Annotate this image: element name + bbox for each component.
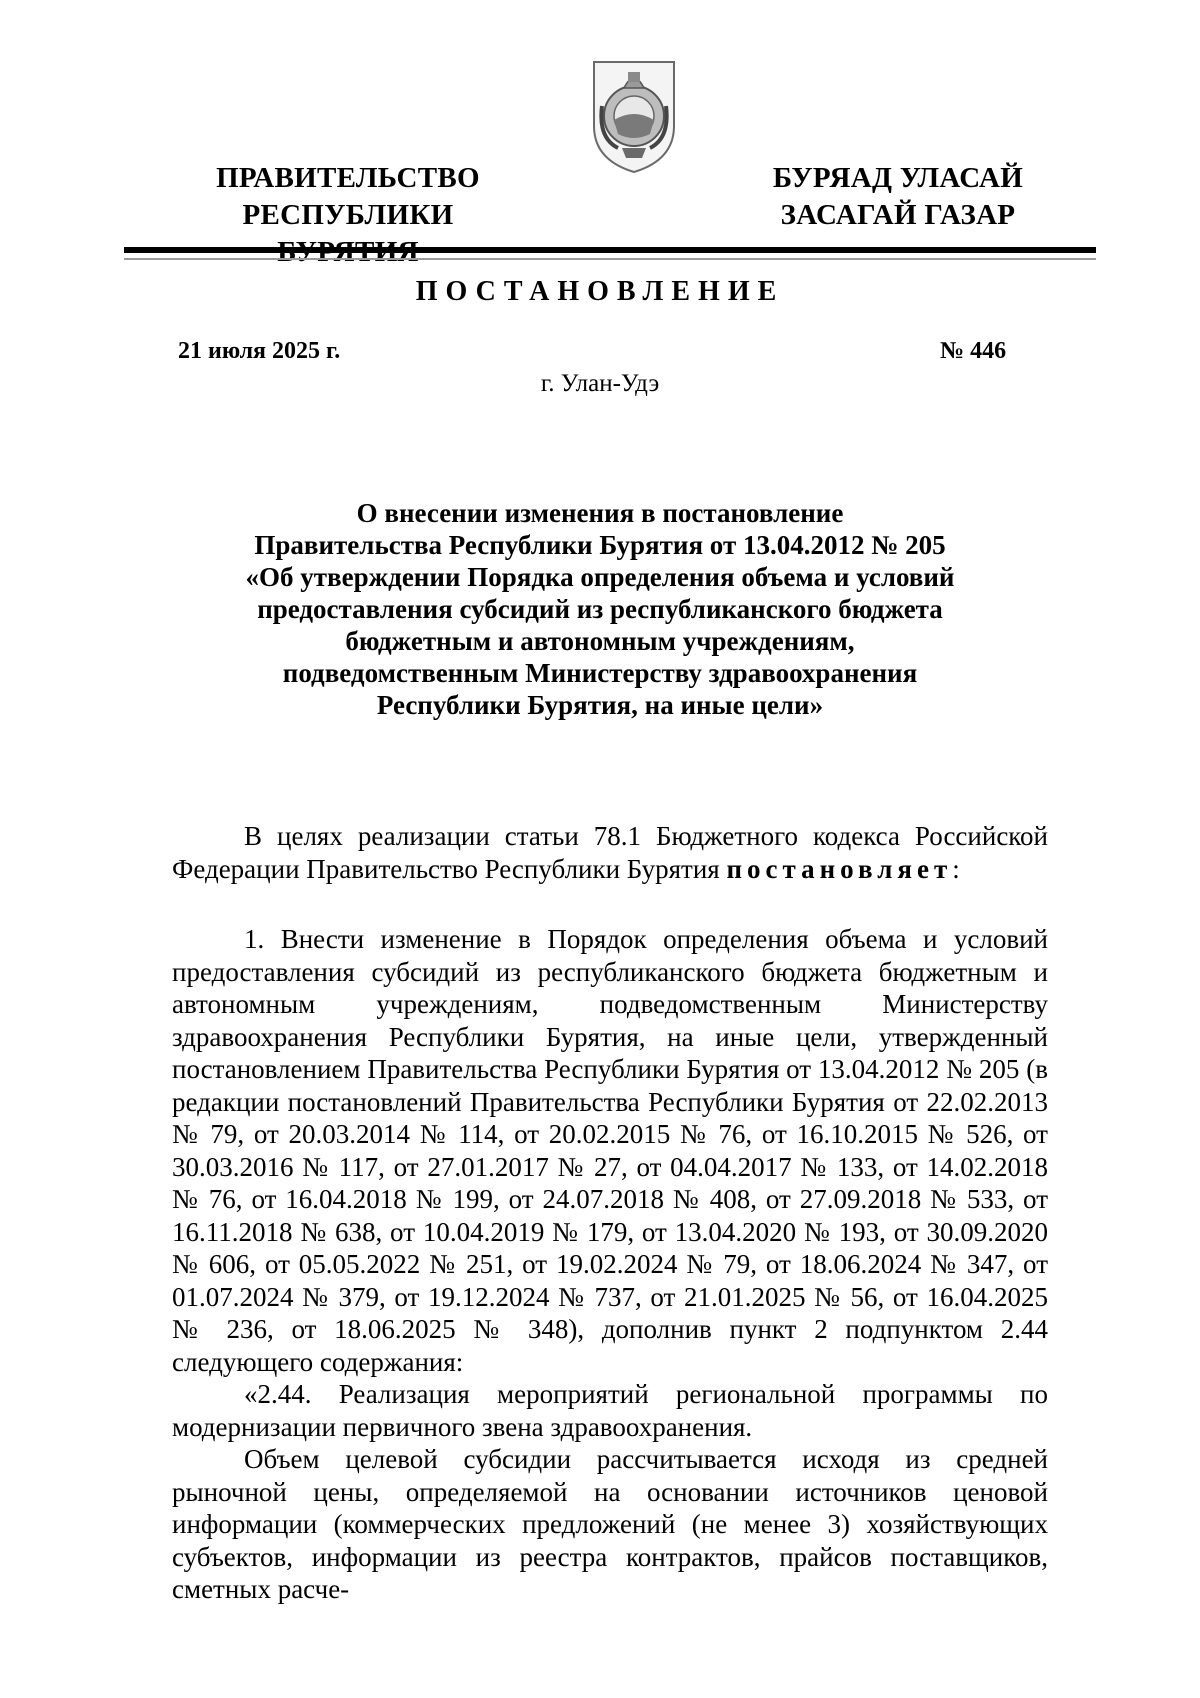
subject-line: бюджетным и автономным учреждениям, [345,626,855,656]
government-name-buryat [748,160,1048,234]
header-right-line1: БУРЯАД УЛАСАЙ [772,162,1024,194]
document-type: ПОСТАНОВЛЕНИЕ [415,276,785,307]
document-date: 21 июля 2025 г. [178,338,341,364]
document-subject [200,497,1000,721]
subject-line: Правительства Республики Бурятия от 13.04.2012 № 205 [254,530,946,560]
government-name-russian [168,160,528,271]
header-divider-thin [124,258,1096,260]
volume-paragraph: Объем целевой субсидии рассчитывается исходя из средней рыночной цены, определяемой на основании источников ценовой информации (коммерческих предложений (не менее 3) хозяйствующих субъектов, информации из реестра контрактов, прайсов поставщиков, сметных расче- [172,1444,1048,1604]
decree-colon: : [952,853,960,884]
document-body [172,820,1048,1606]
subject-line: предоставления субсидий из республиканского бюджета [257,594,943,624]
preamble-text: В целях реализации статьи 78.1 Бюджетного кодекса Российской Федерации Правительство Республики Бурятия [172,821,1048,884]
decree-word: постановляет [726,853,953,884]
header-divider-thick [124,247,1096,253]
coat-of-arms-icon [588,48,680,176]
document-city: г. Улан-Удэ [540,370,660,397]
header-right-line2: ЗАСАГАЙ ГАЗАР [780,199,1016,231]
preamble-paragraph [172,820,1048,885]
subject-line: О внесении изменения в постановление [356,498,844,528]
item-2-44-paragraph: «2.44. Реализация мероприятий региональной программы по модернизации первичного звена здравоохранения. [172,1379,1048,1442]
document-number: № 446 [940,338,1007,364]
item-1-paragraph: 1. Внести изменение в Порядок определения объема и условий предоставления субсидий из республиканского бюджета бюджетным и автономным учреждениям, подведомственным Министерству здравоохранения Республики Бурятия, на иные цели, утвержденный постановлением Правительства Республики Бурятия от 13.04.2012 № 205 (в редакции постановлений Правительства Республики Бурятия от 22.02.2013 № 79, от 20.03.2014 № 114, от 20.02.2015 № 76, от 16.10.2015 № 526, от 30.03.2016 № 117, от 27.01.2017 № 27, от 04.04.2017 № 133, от 14.02.2018 № 76, от 16.04.2018 № 199, от 24.07.2018 № 408, от 27.09.2018 № 533, от 16.11.2018 № 638, от 10.04.2019 № 179, от 13.04.2020 № 193, от 30.09.2020 № 606, от 05.05.2022 № 251, от 19.02.2024 № 79, от 18.06.2024 № 347, от 01.07.2024 № 379, от 19.12.2024 № 737, от 21.01.2025 № 56, от 16.04.2025 № 236, от 18.06.2025 № 348), дополнив пункт 2 подпунктом 2.44 следующего содержания: [172,924,1048,1377]
header-left-line1: ПРАВИТЕЛЬСТВО [216,162,480,194]
header-left-line2: РЕСПУБЛИКИ [242,199,454,231]
subject-line: «Об утверждении Порядка определения объема и условий [245,562,955,592]
subject-line: подведомственным Министерству здравоохранения [282,658,918,688]
subject-line: Республики Бурятия, на иные цели» [376,690,824,720]
